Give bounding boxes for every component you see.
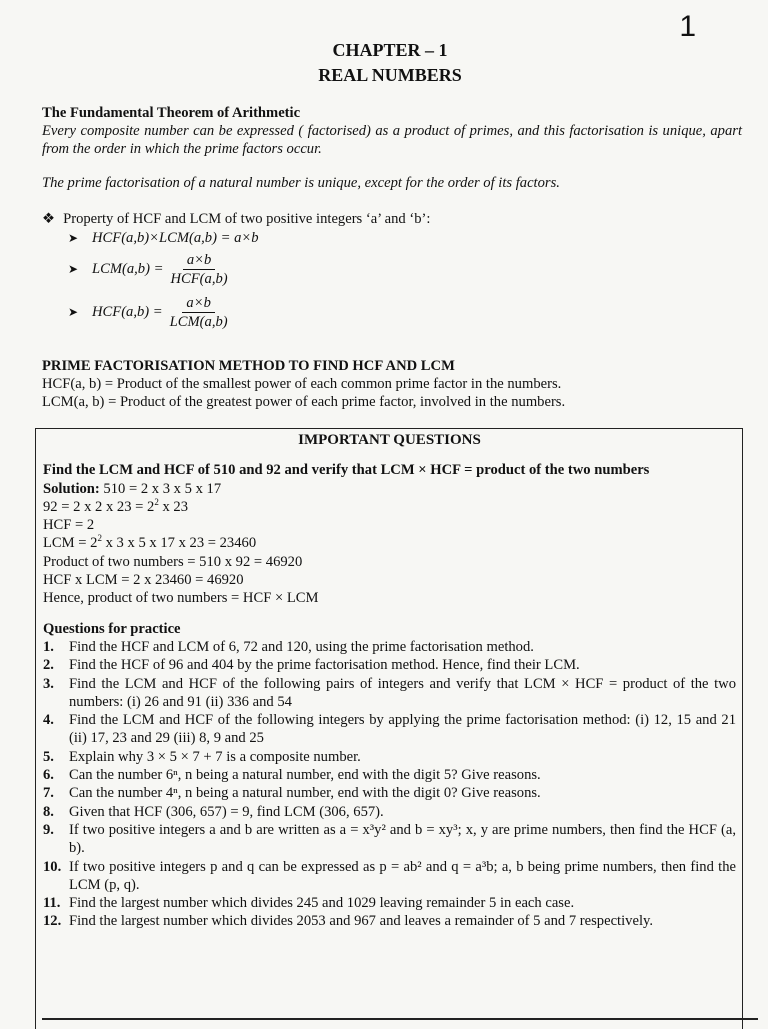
practice-question	[43, 711, 736, 748]
solution-line-2-sup: 2	[154, 497, 159, 508]
method-heading: PRIME FACTORISATION METHOD TO FIND HCF AND LCM	[42, 358, 455, 374]
formula-1	[68, 228, 742, 248]
solution-line-3: HCF = 2	[43, 517, 95, 534]
question-text: Find the largest number which divides 245 and 1029 leaving remainder 5 in each case.	[69, 895, 575, 912]
bottom-divider	[42, 1018, 758, 1020]
solution-line-1	[43, 480, 736, 498]
question-text: Find the HCF of 96 and 404 by the prime factorisation method. Hence, find their LCM.	[69, 657, 580, 674]
important-questions-box	[35, 428, 743, 1029]
question-number: 3.	[43, 675, 54, 692]
arrow-icon: ➤	[68, 231, 79, 245]
theorem-section	[42, 104, 742, 192]
question-number: 12.	[43, 913, 62, 930]
practice-question	[43, 675, 736, 712]
practice-question	[43, 766, 736, 784]
question-text: If two positive integers p and q can be expressed as p = ab² and q = a³b; a, b being prime numbers, then find the LCM (p, q).	[69, 858, 736, 893]
question-number: 9.	[43, 821, 54, 838]
page-number: 1	[679, 10, 696, 43]
formula-1-text: HCF(a,b)×LCM(a,b) = a×b	[92, 230, 259, 246]
question-text: Can the number 6ⁿ, n being a natural number, end with the digit 5? Give reasons.	[69, 767, 541, 784]
chapter-heading	[0, 38, 768, 88]
question-number: 1.	[43, 638, 54, 655]
solution-line-2	[43, 498, 736, 516]
chapter-number: CHAPTER – 1	[332, 40, 448, 60]
property-line	[42, 210, 742, 228]
question-number: 4.	[43, 712, 54, 729]
solution-line-4	[43, 534, 736, 552]
arrow-icon: ➤	[68, 262, 79, 276]
solution-label: Solution:	[43, 480, 100, 497]
formula-3	[68, 290, 742, 334]
solution-first: 510 = 2 x 3 x 5 x 17	[99, 480, 222, 497]
practice-question	[43, 803, 736, 821]
formula-3-numerator: a×b	[182, 294, 214, 313]
question-text: Can the number 4ⁿ, n being a natural number, end with the digit 0? Give reasons.	[69, 785, 541, 802]
theorem-statement: Every composite number can be expressed ( factorised) as a product of primes, and this factorisation is unique, apart from the order in which the prime factors occur.	[42, 123, 742, 157]
formula-2-numerator: a×b	[183, 251, 215, 270]
question-text: Given that HCF (306, 657) = 9, find LCM (306, 657).	[69, 803, 384, 820]
question-text: Explain why 3 × 5 × 7 + 7 is a composite number.	[69, 748, 361, 765]
practice-question	[43, 748, 736, 766]
question-text: Find the LCM and HCF of the following integers by applying the prime factorisation method: (i) 12, 15 and 21 (ii) 17, 23 and 29 (iii) 8, 9 and 25	[69, 712, 736, 747]
diamond-bullet-icon: ❖	[42, 211, 56, 227]
question-number: 8.	[43, 803, 54, 820]
question-text: Find the LCM and HCF of the following pairs of integers and verify that LCM × HCF = product of the two numbers: (i) 26 and 91 (ii) 336 and 54	[69, 675, 736, 710]
question-number: 2.	[43, 657, 54, 674]
formula-3-denominator: LCM(a,b)	[169, 313, 228, 330]
question-number: 7.	[43, 785, 54, 802]
solution-line-2-b: x 23	[158, 498, 189, 515]
formula-2-lhs: LCM(a,b) =	[92, 261, 164, 277]
formula-2-denominator: HCF(a,b)	[170, 270, 228, 287]
practice-question	[43, 821, 736, 858]
question-number: 10.	[43, 858, 62, 875]
formula-3-fraction	[166, 294, 232, 331]
property-text: Property of HCF and LCM of two positive integers ‘a’ and ‘b’:	[63, 211, 431, 227]
solution-line-5: Product of two numbers = 510 x 92 = 46920	[43, 553, 303, 570]
practice-question	[43, 784, 736, 802]
method-hcf: HCF(a, b) = Product of the smallest power of each common prime factor in the numbers.	[42, 376, 562, 392]
formula-3-lhs: HCF(a,b) =	[92, 304, 163, 320]
formula-2	[68, 248, 742, 290]
question-number: 5.	[43, 748, 54, 765]
solution-line-2-a: 92 = 2 x 2 x 23 = 2	[43, 498, 155, 515]
question-text: Find the largest number which divides 2053 and 967 and leaves a remainder of 5 and 7 respectively.	[69, 913, 653, 930]
method-section	[42, 357, 742, 411]
practice-list	[43, 638, 736, 931]
practice-heading: Questions for practice	[43, 620, 181, 637]
arrow-icon: ➤	[68, 305, 79, 319]
question-text: If two positive integers a and b are written as a = x³y² and b = xy³; x, y are prime numbers, then find the HCF (a, b).	[69, 821, 736, 857]
formula-2-fraction	[166, 251, 231, 288]
property-section	[42, 210, 742, 334]
method-lcm: LCM(a, b) = Product of the greatest power of each prime factor, involved in the numbers.	[42, 394, 566, 410]
worked-question: Find the LCM and HCF of 510 and 92 and verify that LCM × HCF = product of the two numbers	[43, 462, 650, 479]
question-number: 11.	[43, 895, 61, 912]
practice-question	[43, 638, 736, 656]
theorem-note: The prime factorisation of a natural number is unique, except for the order of its factors.	[42, 175, 560, 191]
question-number: 6.	[43, 767, 54, 784]
solution-line-4-sup: 2	[97, 533, 102, 544]
solution-line-7: Hence, product of two numbers = HCF × LCM	[43, 590, 319, 607]
solution-line-6: HCF x LCM = 2 x 23460 = 46920	[43, 572, 244, 589]
practice-question	[43, 894, 736, 912]
solution-line-4-b: x 3 x 5 x 17 x 23 = 23460	[101, 535, 257, 552]
question-text: Find the HCF and LCM of 6, 72 and 120, using the prime factorisation method.	[69, 638, 534, 655]
practice-question	[43, 912, 736, 930]
important-title: IMPORTANT QUESTIONS	[298, 432, 481, 448]
practice-question	[43, 858, 736, 895]
solution-line-4-a: LCM = 2	[43, 535, 98, 552]
chapter-title: REAL NUMBERS	[318, 65, 462, 85]
theorem-heading: The Fundamental Theorem of Arithmetic	[42, 105, 301, 121]
practice-question	[43, 656, 736, 674]
